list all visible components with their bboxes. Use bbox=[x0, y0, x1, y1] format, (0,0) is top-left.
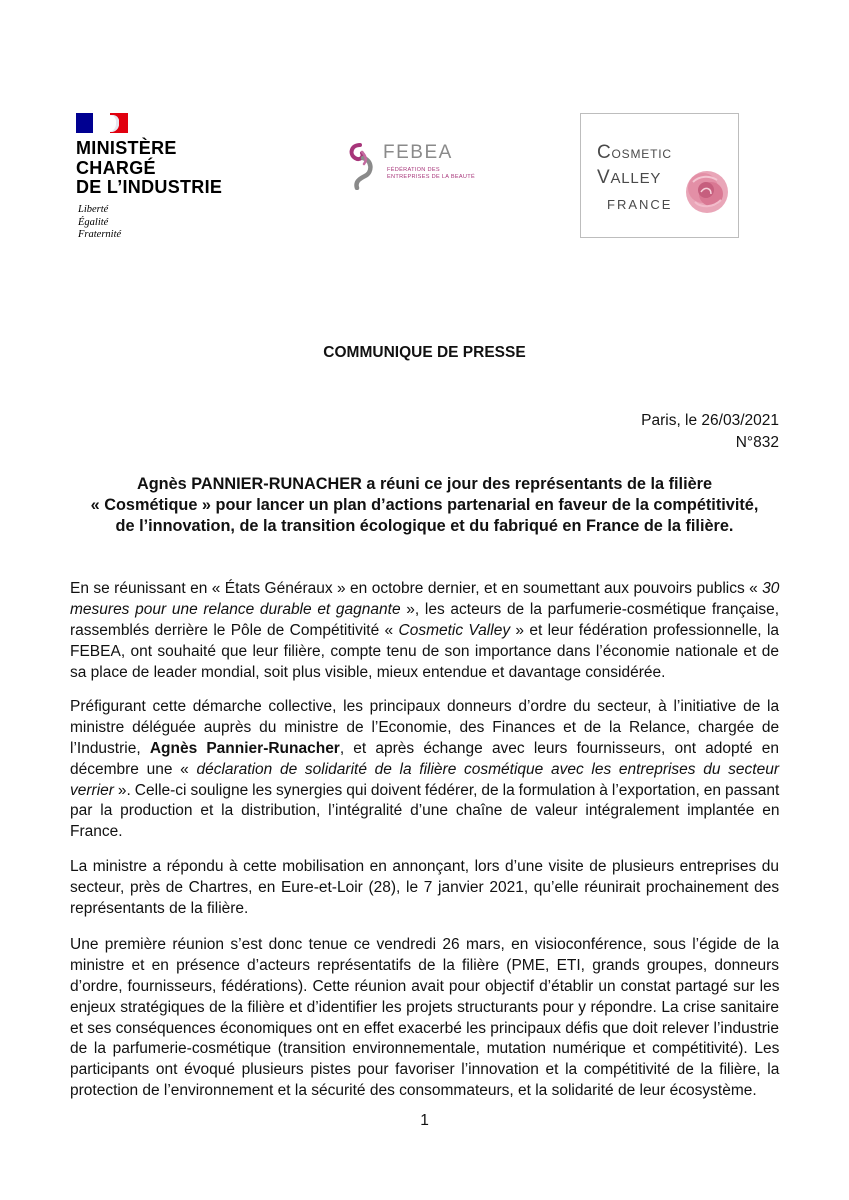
text-run: », les acteurs de la parfumerie-cosmétique française, bbox=[406, 600, 780, 618]
italic-run: déclaration de solidarité de la filière cosmétique avec les entreprises du secteur bbox=[196, 760, 779, 778]
text-line: de la parfumerie-cosmétique (transition environnementale, mutation numérique et compétitivité). Les bbox=[70, 1040, 780, 1058]
cv-rest: osmetic bbox=[611, 143, 672, 162]
text-line: Préfigurant cette démarche collective, les principaux donneurs d’ordre du secteur, à l’initiative de la bbox=[70, 698, 780, 715]
text-line bbox=[70, 781, 779, 802]
paragraph-3 bbox=[70, 857, 779, 920]
motto-line: Égalité bbox=[78, 216, 109, 228]
italic-run: mesures pour une relance durable et gagnante bbox=[70, 600, 401, 618]
text-line: France. bbox=[70, 823, 123, 841]
cosmetic-valley-word-2: VALLEY bbox=[597, 167, 662, 188]
italic-run: Cosmetic Valley bbox=[398, 621, 511, 639]
text-line bbox=[70, 760, 779, 781]
text-line: Une première réunion s’est donc tenue ce vendredi 26 mars, en visioconférence, sous l’égide de la bbox=[70, 936, 780, 953]
text-line: d’ordre, fournisseurs, fédérations). Cette réunion avait pour objectif d’établir un constat partagé sur les bbox=[70, 977, 780, 995]
ministere-line: MINISTÈRE bbox=[76, 138, 177, 158]
cosmetic-valley-country: FRANCE bbox=[607, 197, 673, 212]
text-line: par la production et la distribution, l’intégralité d’une chaîne de valeur intégralement implantée en bbox=[70, 802, 780, 820]
republic-motto bbox=[78, 204, 121, 242]
text-run: décembre une « bbox=[70, 760, 189, 778]
text-line: ministre déléguée auprès du ministre de l’Economie, des Finances et de la Relance, chargée de bbox=[70, 718, 780, 736]
febea-subtitle bbox=[387, 167, 475, 181]
text-line: secteur, près de Chartres, en Eure-et-Loir (28), le 7 janvier 2021, qu’elle réunirait prochainement des bbox=[70, 878, 780, 896]
febea-subtitle-line: ENTREPRISES DE LA BEAUTÉ bbox=[387, 174, 476, 180]
text-run: En se réunissant en « États Généraux » en octobre dernier, et en soumettant aux pouvoirs publics « bbox=[70, 580, 758, 597]
text-line bbox=[70, 579, 779, 600]
rose-icon bbox=[681, 166, 733, 216]
text-line: FEBEA, ont souhaité que leur filière, compte tenu de son importance dans l’économie nationale et de bbox=[70, 642, 779, 660]
text-run: » et leur fédération professionnelle, la bbox=[515, 621, 780, 639]
text-line: participants ont évoqué plusieurs pistes pour favoriser l’innovation et la compétitivité de la filière, la bbox=[70, 1061, 780, 1079]
motto-line: Fraternité bbox=[78, 229, 122, 240]
italic-run: verrier bbox=[70, 781, 114, 799]
paragraph-4 bbox=[70, 935, 779, 1102]
text-line: protection de l’environnement et la sécurité des consommateurs, et la solidarité de leur écosystème. bbox=[70, 1082, 757, 1100]
paragraph-2 bbox=[70, 697, 779, 843]
bold-run: Agnès Pannier-Runacher bbox=[149, 739, 340, 757]
headline-line: de l’innovation, de la transition écologique et du fabriqué en France de la filière. bbox=[115, 517, 734, 535]
motto-line: Liberté bbox=[78, 204, 109, 215]
text-run: , et après échange avec leurs fournisseurs, ont adopté en bbox=[339, 739, 779, 757]
text-line: représentants de la filière. bbox=[70, 899, 249, 917]
text-line bbox=[70, 739, 779, 760]
text-line: enjeux stratégiques de la filière et d’identifier les projets structurants pour y répondre. La crise sanitaire bbox=[70, 998, 779, 1016]
ministere-logo bbox=[76, 113, 246, 248]
febea-logo bbox=[345, 138, 485, 194]
text-run: rassemblés derrière le Pôle de Compétitivité « bbox=[70, 621, 394, 639]
cv-rest: ALLEY bbox=[610, 170, 662, 187]
headline-line: Agnès PANNIER-RUNACHER a réuni ce jour des représentants de la filière bbox=[136, 475, 713, 493]
text-line: sa place de leader mondial, soit plus visible, mieux entendue et davantage considérée. bbox=[70, 663, 666, 681]
ministere-name bbox=[76, 139, 222, 198]
italic-run: 30 bbox=[762, 580, 780, 597]
headline-line: « Cosmétique » pour lancer un plan d’actions partenarial en faveur de la compétitivité, bbox=[90, 496, 759, 514]
marianne-flag-icon bbox=[76, 113, 128, 133]
document-type-title: COMMUNIQUE DE PRESSE bbox=[323, 344, 526, 361]
ministere-line: CHARGÉ bbox=[76, 157, 156, 178]
febea-subtitle-line: FÉDÉRATION DES bbox=[387, 167, 440, 173]
cosmetic-valley-word-1: Cosmetic bbox=[597, 142, 672, 163]
place-and-date: Paris, le 26/03/2021 bbox=[641, 412, 779, 429]
headline bbox=[70, 474, 779, 537]
text-run: l’Industrie, bbox=[70, 739, 141, 757]
paragraph-1 bbox=[70, 579, 779, 683]
text-line: La ministre a répondu à cette mobilisation en annonçant, lors d’une visite de plusieurs entreprises du bbox=[70, 858, 779, 875]
text-line: et ses conséquences économiques ont en effet exacerbé les principaux défis que doit relever l’industrie bbox=[70, 1019, 779, 1037]
ministere-line: DE L’INDUSTRIE bbox=[76, 177, 223, 197]
febea-wordmark: FEBEA bbox=[383, 142, 453, 163]
text-line bbox=[70, 621, 779, 642]
page-number: 1 bbox=[420, 1112, 429, 1129]
text-run: ». Celle-ci souligne les synergies qui doivent fédérer, de la formulation à l’exportation, en passant bbox=[117, 781, 780, 799]
febea-emblem-icon bbox=[345, 142, 379, 190]
reference-number: N°832 bbox=[735, 434, 779, 451]
cosmetic-valley-logo bbox=[580, 113, 739, 238]
text-line: ministre et en présence d’acteurs représentatifs de la filière (PME, ETI, grands groupes, donneurs bbox=[70, 956, 779, 974]
text-line bbox=[70, 600, 779, 621]
